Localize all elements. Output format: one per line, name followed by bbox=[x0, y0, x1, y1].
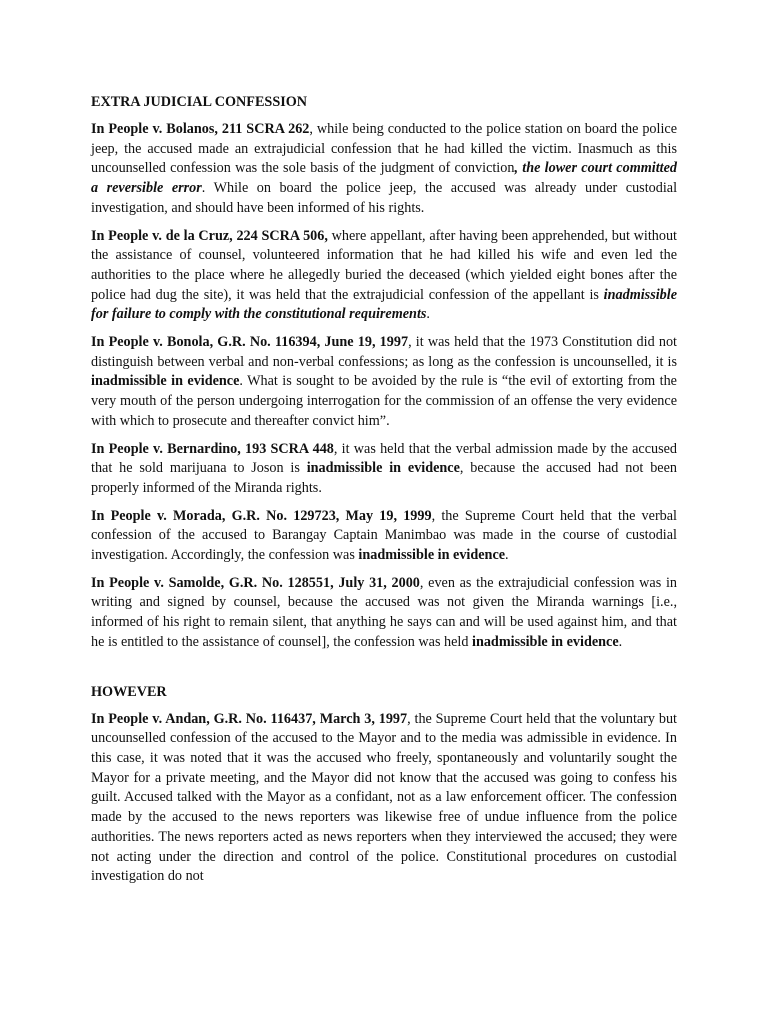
case-text: where appellant, after having been apprehended, but without the assistance of counsel, volunteered information that he had killed his wife and even led the authorities to the place where he allegedly buried the deceased (which yielded eight bones after the police had dug the site), it was held that the extrajudicial confession of the appellant is bbox=[91, 227, 677, 303]
case-holding: inadmissible in evidence bbox=[91, 373, 240, 390]
case-paragraph-morada bbox=[91, 507, 677, 566]
case-paragraph-andan bbox=[91, 710, 677, 887]
case-citation: In People v. Bonola, G.R. No. 116394, June 19, 1997 bbox=[91, 334, 409, 351]
case-holding: inadmissible in evidence bbox=[358, 547, 506, 564]
case-text: , even as the extrajudicial confession was in writing and signed by counsel, because the accused was not given the Miranda warnings [i.e., informed of his right to remain silent, that anything he says can and will be used against him, and that he is entitled to the assistance of counsel], the confession was held bbox=[91, 574, 677, 650]
case-citation: In People v. Morada, G.R. No. 129723, May 19, 1999 bbox=[91, 507, 432, 524]
case-text: , it was held that the 1973 Constitution did not distinguish between verbal and non-verbal confessions; as long as the confession is uncounselled, it is bbox=[91, 334, 677, 370]
case-holding: inadmissible in evidence bbox=[306, 460, 460, 477]
case-paragraph-samolde bbox=[91, 574, 677, 653]
section-heading-however: HOWEVER bbox=[91, 683, 167, 700]
case-text: , the Supreme Court held that the verbal confession of the accused to Barangay Captain Manimbao was made in the course of custodial investigation. Accordingly, the confession was bbox=[91, 507, 677, 564]
case-text: . bbox=[618, 633, 623, 650]
case-citation: In People v. Bolanos, 211 SCRA 262 bbox=[91, 121, 310, 137]
case-holding: inadmissible in evidence bbox=[472, 633, 619, 650]
case-paragraph-bonola bbox=[91, 333, 677, 432]
case-text: , while being conducted to the police station on board the police jeep, the accused made an extrajudicial confession that he had killed the victim. Inasmuch as this uncounselled confession was the sole basis of the judgment of conviction bbox=[91, 121, 677, 177]
case-paragraph-bernardino bbox=[91, 440, 677, 499]
case-text: . bbox=[505, 547, 509, 564]
case-citation: In People v. Samolde, G.R. No. 128551, July 31, 2000 bbox=[91, 574, 420, 591]
case-text: . While on board the police jeep, the accused was already under custodial investigation, and should have been informed of his rights. bbox=[91, 180, 678, 216]
case-text: . What is sought to be avoided by the rule is “the evil of extorting from the very mouth of the person undergoing interrogation for the commission of an offense the very evidence with which to prosecute and thereafter convict him”. bbox=[91, 373, 677, 429]
case-holding: inadmissible for failure to comply with the constitutional requirements bbox=[91, 286, 677, 323]
case-holding: , the lower court committed a reversible error bbox=[91, 160, 677, 197]
case-paragraph-de-la-cruz bbox=[91, 227, 677, 326]
case-text: . bbox=[426, 306, 430, 323]
case-citation: In People v. Andan, G.R. No. 116437, March 3, 1997 bbox=[91, 710, 408, 727]
case-text: , because the accused had not been properly informed of the Miranda rights. bbox=[91, 460, 677, 496]
section-heading-extra-judicial-confession: EXTRA JUDICIAL CONFESSION bbox=[91, 94, 308, 110]
case-paragraph-bolanos bbox=[91, 120, 677, 219]
case-text: , the Supreme Court held that the voluntary but uncounselled confession of the accused to the Mayor and to the media was admissible in evidence. In this case, it was noted that it was the accused who freely, spontaneously and voluntarily sought the Mayor for a private meeting, and the Mayor did not know that the accused was going to confess his guilt. Accused talked with the Mayor as a confidant, not as a law enforcement officer. The confession made by the accused to the news reporters was likewise free of undue influence from the police authorities. The news reporters acted as news reporters when they interviewed the accused; they were not acting under the direction and control of the police. Constitutional procedures on custodial investigation do not bbox=[91, 710, 677, 885]
case-citation: In People v. Bernardino, 193 SCRA 448 bbox=[91, 440, 334, 457]
case-citation: In People v. de la Cruz, 224 SCRA 506, bbox=[91, 227, 328, 244]
document-page bbox=[91, 93, 677, 895]
case-text: , it was held that the verbal admission made by the accused that he sold marijuana to Joson is bbox=[91, 440, 677, 477]
